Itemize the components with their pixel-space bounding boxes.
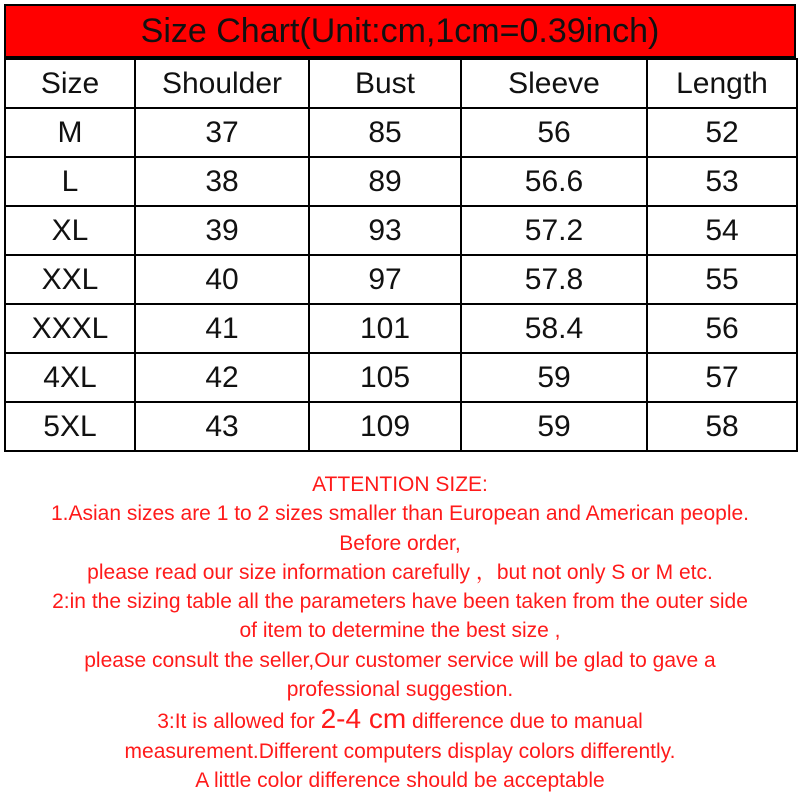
note-line-5: of item to determine the best size , (239, 619, 561, 643)
cell-shoulder: 42 (135, 353, 309, 402)
cell-sleeve: 57.8 (461, 255, 647, 304)
cell-length: 57 (647, 353, 797, 402)
attention-notes (0, 470, 800, 795)
note-line-1: 1.Asian sizes are 1 to 2 sizes smaller than European and American people. (50, 502, 750, 526)
cell-sleeve: 59 (461, 402, 647, 451)
cell-length: 55 (647, 255, 797, 304)
note-line-3: please read our size information carefully ，but not only S or M etc. (87, 560, 713, 584)
note-line-4: 2:in the sizing table all the parameters have been taken from the outer side (52, 590, 748, 614)
tolerance-highlight: 2-4 cm (320, 703, 407, 735)
table-header-row (5, 59, 797, 108)
note-line-10: A little color difference should be acceptable (195, 768, 605, 792)
header-bust: Bust (309, 59, 461, 108)
cell-size: L (5, 157, 135, 206)
cell-length: 54 (647, 206, 797, 255)
note-line-8-prefix: 3:It is allowed for (157, 710, 321, 734)
header-size: Size (5, 59, 135, 108)
cell-size: XL (5, 206, 135, 255)
cell-shoulder: 40 (135, 255, 309, 304)
cell-size: M (5, 108, 135, 157)
cell-shoulder: 43 (135, 402, 309, 451)
cell-shoulder: 37 (135, 108, 309, 157)
cell-bust: 101 (309, 304, 461, 353)
table-row (5, 157, 797, 206)
note-line-2: Before order, (339, 531, 461, 555)
table-body (5, 108, 797, 451)
cell-bust: 89 (309, 157, 461, 206)
table-row (5, 353, 797, 402)
cell-bust: 105 (309, 353, 461, 402)
table-row (5, 206, 797, 255)
note-line-9: measurement.Different computers display colors differently. (124, 739, 676, 763)
cell-size: 4XL (5, 353, 135, 402)
header-sleeve: Sleeve (461, 59, 647, 108)
cell-length: 52 (647, 108, 797, 157)
cell-bust: 97 (309, 255, 461, 304)
cell-bust: 93 (309, 206, 461, 255)
cell-bust: 109 (309, 402, 461, 451)
cell-sleeve: 58.4 (461, 304, 647, 353)
attention-heading: ATTENTION SIZE: (312, 473, 488, 496)
cell-length: 58 (647, 402, 797, 451)
header-length: Length (647, 59, 797, 108)
table-row (5, 304, 797, 353)
cell-size: 5XL (5, 402, 135, 451)
table-row (5, 108, 797, 157)
note-line-8 (0, 704, 800, 736)
size-chart-title: Size Chart(Unit:cm,1cm=0.39inch) (4, 4, 796, 58)
cell-size: XXL (5, 255, 135, 304)
cell-sleeve: 56.6 (461, 157, 647, 206)
cell-length: 56 (647, 304, 797, 353)
size-table (4, 58, 798, 452)
note-line-7: professional suggestion. (286, 678, 514, 702)
note-line-8-suffix: difference due to manual (406, 710, 643, 734)
cell-length: 53 (647, 157, 797, 206)
cell-sleeve: 56 (461, 108, 647, 157)
table-row (5, 402, 797, 451)
cell-bust: 85 (309, 108, 461, 157)
cell-size: XXXL (5, 304, 135, 353)
header-shoulder: Shoulder (135, 59, 309, 108)
cell-shoulder: 39 (135, 206, 309, 255)
cell-sleeve: 59 (461, 353, 647, 402)
cell-shoulder: 38 (135, 157, 309, 206)
table-row (5, 255, 797, 304)
cell-sleeve: 57.2 (461, 206, 647, 255)
cell-shoulder: 41 (135, 304, 309, 353)
note-line-6: please consult the seller,Our customer service will be glad to gave a (84, 648, 716, 672)
